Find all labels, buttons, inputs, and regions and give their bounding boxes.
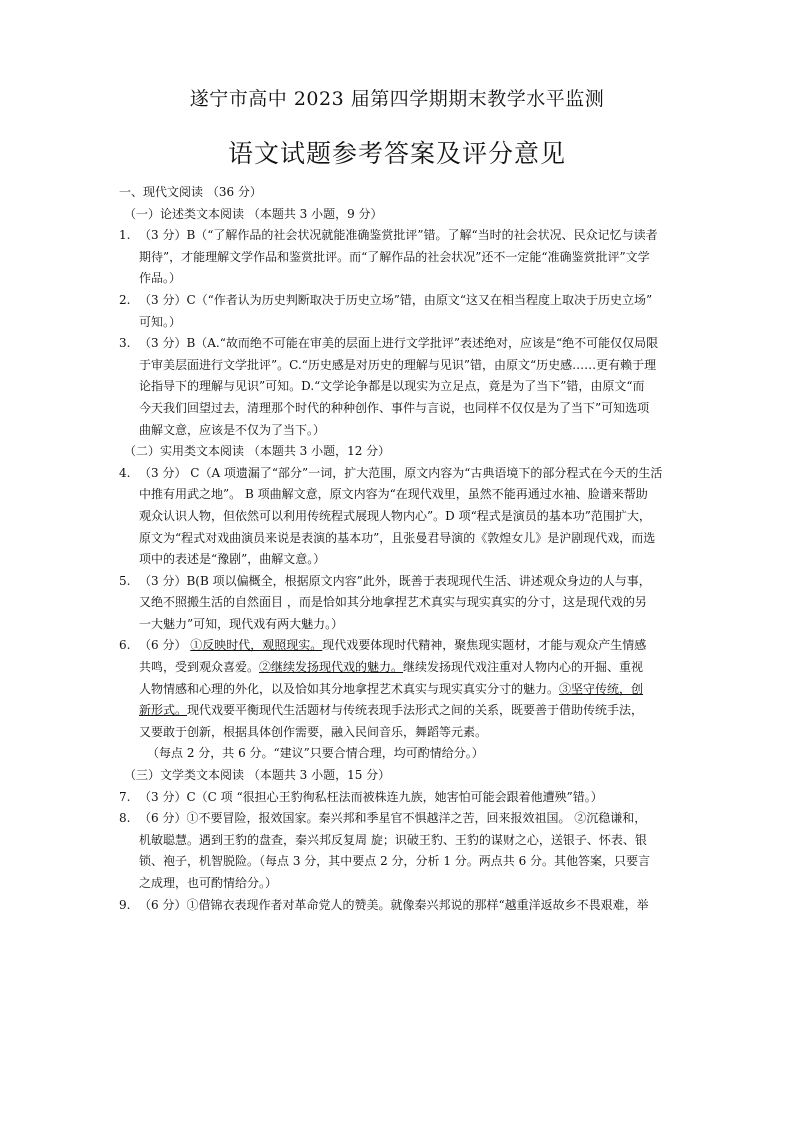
answer-continuation: 今天我们回望过去，清理那个时代的种种创作、事件与言说，也同样不仅仅是为了当下”可知选项 (139, 400, 650, 415)
answer-continuation: 期待”，才能理解文学作品和鉴赏批评。而“了解作品的社会状况”还不一定能“准确鉴赏批评”文学 (139, 249, 650, 264)
answer-text (139, 635, 679, 657)
question-number: 5. (119, 573, 131, 588)
underlined-point: ②继续发扬现代戏的魅力。 (259, 660, 404, 675)
answer-continuation: 锁、袍子，机智脱险。（每点 3 分，其中要点 2 分，分析 1 分。两点共 6 分。其他答案，只要言 (139, 854, 651, 869)
answer-continuation (119, 679, 679, 701)
answer-continuation: 之成理，也可酌情给分。） (139, 876, 278, 890)
question-item (119, 463, 679, 485)
answer-text: （3 分）B（A.“故而绝不可能在审美的层面上进行文学批评”表述绝对，应该是“绝不可能仅仅局限 (139, 336, 659, 351)
answer-continuation: 机敏聪慧。遇到王豹的盘查，秦兴邦反复周 旋；识破王豹、王豹的谋财之心，送银子、怀表、银 (139, 832, 647, 847)
question-item (119, 787, 679, 809)
answer-continuation (119, 700, 679, 722)
answer-continuation: 又要敢于创新，根据具体创作需要，融入民间音乐，舞蹈等元素。 (139, 724, 488, 739)
question-item (119, 635, 679, 657)
answer-text-part: 现代戏要平衡现代生活题材与传统表现手法形式之间的关系，既要善于借助传统手法， (187, 703, 644, 718)
answer-continuation: 曲解文意，应该是不仅为了当下。） (139, 422, 326, 437)
question-number: 8. (119, 811, 131, 826)
answer-text: （3 分）C（C 项 “很担心王豹徇私枉法而被株连九族，她害怕可能会跟着他遭殃”错。） (139, 789, 603, 804)
underlined-point: ③坚守传统，创 (559, 681, 644, 696)
answer-continuation: 又绝不照搬生活的自然面目 ，而是恰如其分地拿捏艺术真实与现实真实的分寸，这是现代戏的另 (139, 595, 647, 610)
answer-text: （3 分）B(B 项以偏概全，根据原文内容”此外，既善于表现现代生活、讲述观众身边的人与事， (139, 573, 651, 588)
question-number: 6. (119, 638, 131, 653)
answer-continuation: 论指导下的理解与见识”可知。D.“文学论争都是以现实为立足点，竟是为了当下”错，由原文“而 (139, 379, 645, 394)
scoring-note: （每点 2 分，共 6 分。“建议”只要合情合理，均可酌情给分。） (147, 746, 484, 761)
underlined-point: 新形式。 (139, 703, 188, 718)
answer-text-part: 人物情感和心理的外化，以及恰如其分地拿捏艺术真实与现实真实分寸的魅力。 (139, 681, 560, 696)
answer-continuation: 一大魅力”可知，现代戏有两大魅力。） (139, 616, 344, 631)
answer-text-part: 继续发扬现代戏注重对人物内心的开掘、重视 (403, 660, 644, 675)
answer-text: （3 分） C（A 项遗漏了“部分”一词，扩大范围，原文内容为“古典语境下的部分程式在今天的生活 (139, 465, 663, 480)
subsection-heading: （三）文学类文本阅读 （本题共 3 小题，15 分） (124, 768, 391, 783)
question-item (119, 225, 679, 247)
answer-text-part: （6 分） (139, 638, 191, 653)
answer-continuation: 项中的表述是“豫剧”，曲解文意。） (139, 552, 326, 567)
subsection-heading: （一）论述类文本阅读 （本题共 3 小题，9 分） (124, 206, 383, 221)
subsection-heading: （二）实用类文本阅读 （本题共 3 小题，12 分） (124, 444, 391, 459)
underlined-point: ①反映时代，观照现实。 (190, 638, 323, 653)
answer-continuation: 观众认识人物，但依然可以利用传统程式展现人物内心”。D 项“程式是演员的基本功”范围扩大， (139, 508, 651, 523)
answer-continuation: 可知。） (139, 314, 182, 329)
answer-text-part: 共鸣，受到观众喜爱。 (139, 660, 260, 675)
answer-continuation: 于审美层面进行文学批评”。C.“历史感是对历史的理解与见识”错，由原文“历史感……更有赖于理 (139, 357, 657, 372)
question-item (119, 290, 679, 312)
answer-continuation: 作品。） (139, 271, 182, 286)
question-item (119, 571, 679, 593)
question-number: 3. (119, 336, 131, 351)
question-number: 2. (119, 292, 131, 307)
answer-text: （6 分）①借锦衣表现作者对革命党人的赞美。就像秦兴邦说的那样“越重洋返故乡不畏艰难，举 (139, 897, 649, 912)
question-number: 1. (119, 228, 131, 243)
answer-continuation: 原文为“程式对戏曲演员来说是表演的基本功”，且张曼君导演的《敦煌女儿》是沪剧现代戏，而选 (139, 530, 656, 545)
answer-content (119, 182, 679, 916)
document-subtitle: 语文试题参考答案及评分意见 (227, 139, 566, 168)
question-item (119, 333, 679, 355)
answer-text: （6 分）①不要冒险，报效国家。秦兴邦和季星官不惧越洋之苦，回来报效祖国。 ②沉稳谦和， (139, 811, 647, 826)
answer-text: （3 分）C（“作者认为历史判断取决于历史立场”错，由原文“这又在相当程度上取决于历史立场” (139, 292, 653, 307)
question-item (119, 895, 679, 917)
section-heading: 一、现代文阅读 （36 分） (119, 185, 262, 199)
answer-text-part: 现代戏要体现时代精神，聚焦现实题材，才能与观众产生情感 (322, 638, 647, 653)
document-title: 遂宁市高中 2023 届第四学期期末教学水平监测 (189, 88, 605, 110)
question-number: 7. (119, 789, 131, 804)
question-number: 4. (119, 465, 131, 480)
question-number: 9. (119, 897, 131, 912)
question-item (119, 808, 679, 830)
answer-text: （3 分）B（“了解作品的社会状况就能准确鉴赏批评”错。了解“当时的社会状况、民众记忆与读者 (139, 228, 658, 243)
answer-continuation: 中推有用武之地”。 B 项曲解文意，原文内容为“在现代戏里，虽然不能再通过水袖、脸谱来帮助 (139, 487, 648, 502)
answer-continuation (119, 657, 679, 679)
